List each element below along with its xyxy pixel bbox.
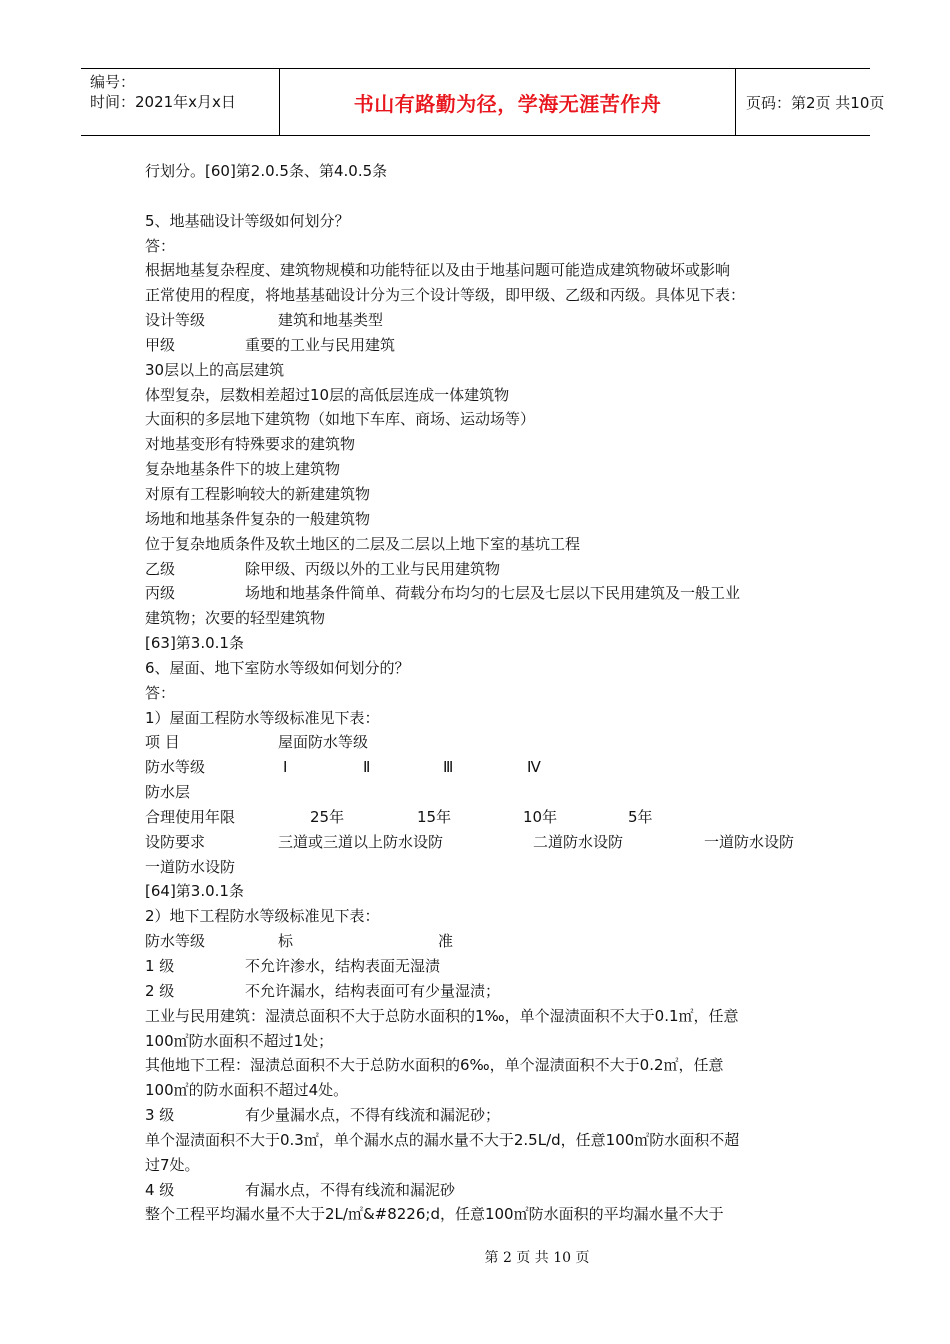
table-cell: 一道防水设防 [704,832,795,851]
table-cell: 4 级 [145,1180,175,1199]
table-cell: 10年 [523,807,558,826]
table-cell: 有漏水点，不得有线流和漏泥砂 [245,1180,456,1199]
table-row [145,1178,810,1203]
question-heading: 6、屋面、地下室防水等级如何划分的？ [145,658,410,677]
table-cell: 不允许渗水，结构表面无湿渍 [245,957,441,975]
table-row [145,830,810,855]
text-line: 其他地下工程：湿渍总面积不大于总防水面积的6‰，单个湿渍面积不大于0.2㎡，任意 [145,1056,724,1075]
table-cell: 场地和地基条件简单、荷载分布均匀的七层及七层以下民用建筑及一般工业 [245,584,741,603]
header-motto-cell [280,69,736,135]
text-line: 30层以上的高层建筑 [145,360,285,379]
text-line: 建筑物；次要的轻型建筑物 [145,609,326,628]
text-line: 2）地下工程防水等级标准见下表： [145,907,380,926]
page-header [81,68,885,136]
text-line: 一道防水设防 [145,857,236,876]
text-line: 根据地基复杂程度、建筑物规模和功能特征以及由于地基问题可能造成建筑物破坏或影响 [145,261,731,280]
header-meta [81,69,280,135]
table-cell: 乙级 [145,559,176,578]
table-cell: 5年 [628,807,653,826]
table-row [145,929,810,954]
table-cell: 建筑和地基类型 [278,311,384,330]
table-cell: Ⅳ [527,758,541,777]
table-row [145,333,810,358]
footer-page-number: 第 2 页 共 10 页 [484,1250,590,1266]
table-cell: 重要的工业与民用建筑 [245,335,396,354]
text-line: 体型复杂，层数相差超过10层的高低层连成一体建筑物 [145,385,510,404]
motto-text: 书山有路勤为径，学海无涯苦作舟 [353,91,662,116]
text-line: 过7处。 [145,1155,200,1174]
text-line: 100㎡的防水面积不超过4处。 [145,1081,349,1100]
table-cell: 二道防水设防 [533,832,624,851]
table-cell: 准 [438,932,454,951]
table-cell: 2 级 [145,981,175,1000]
text-line: 场地和地基条件复杂的一般建筑物 [145,509,371,528]
document-body [145,159,810,1227]
table-cell: 3 级 [145,1106,175,1125]
text-line: 复杂地基条件下的坡上建筑物 [145,460,341,479]
header-page-info [736,69,885,135]
table-cell: 不允许漏水，结构表面可有少量湿渍； [245,981,501,1000]
table-cell: 15年 [417,807,452,826]
text-line: 大面积的多层地下建筑物（如地下车库、商场、运动场等） [145,410,536,429]
table-row [145,557,810,582]
text-line: 行划分。[60]第2.0.5条、第4.0.5条 [145,162,388,180]
table-cell: 屋面防水等级 [278,733,369,752]
table-cell: 设计等级 [145,311,206,330]
table-row [145,805,810,830]
table-cell: 三道或三道以上防水设防 [278,832,444,851]
table-cell: 防水等级 [145,932,206,951]
table-cell: 标 [278,932,294,951]
table-cell: 除甲级、丙级以外的工业与民用建筑物 [245,559,501,578]
table-cell: 有少量漏水点，不得有线流和漏泥砂； [245,1106,501,1125]
text-line: 位于复杂地质条件及软土地区的二层及二层以上地下室的基坑工程 [145,534,581,553]
table-cell: 防水等级 [145,758,206,777]
table-row [145,730,810,755]
text-line: 防水层 [145,783,191,802]
answer-label: 答： [145,236,176,255]
text-line: 单个湿渍面积不大于0.3㎡，单个漏水点的漏水量不大于2.5L/d，任意100㎡防水面积不超 [145,1130,740,1149]
table-row [145,1103,810,1128]
table-row [145,581,810,606]
text-line: 整个工程平均漏水量不大于2L/㎡&#8226;d，任意100㎡防水面积的平均漏水量不大于 [145,1205,724,1224]
text-line: 100㎡防水面积不超过1处； [145,1031,334,1050]
number-label: 编号： [90,73,136,91]
table-cell: Ⅰ [283,758,288,777]
reference-line: [64]第3.0.1条 [145,882,244,901]
text-line: 正常使用的程度，将地基基础设计分为三个设计等级，即甲级、乙级和丙级。具体见下表： [145,286,746,305]
reference-line: [63]第3.0.1条 [145,634,244,653]
page-footer [0,1247,950,1267]
time-label: 时间：2021年x月x日 [90,93,236,111]
table-row [145,979,810,1004]
table-cell: 项 目 [145,733,180,752]
table-cell: Ⅱ [363,758,371,777]
table-row [145,308,810,333]
blank-line [145,184,810,209]
page-info-text: 页码：第2页 共10页 [746,93,885,112]
table-cell: Ⅲ [443,758,454,777]
text-line: 对地基变形有特殊要求的建筑物 [145,435,356,454]
table-cell: 甲级 [145,335,176,354]
answer-label: 答： [145,683,176,702]
text-line: 工业与民用建筑：湿渍总面积不大于总防水面积的1‰，单个湿渍面积不大于0.1㎡，任意 [145,1006,739,1025]
question-heading: 5、地基础设计等级如何划分？ [145,211,350,230]
table-row [145,755,810,780]
table-cell: 设防要求 [145,832,206,851]
table-cell: 1 级 [145,957,175,975]
table-cell: 合理使用年限 [145,807,236,826]
table-cell: 丙级 [145,584,176,603]
text-line: 对原有工程影响较大的新建建筑物 [145,484,371,503]
text-line: 1）屋面工程防水等级标准见下表： [145,708,380,727]
table-cell: 25年 [310,807,345,826]
table-row [145,954,810,979]
